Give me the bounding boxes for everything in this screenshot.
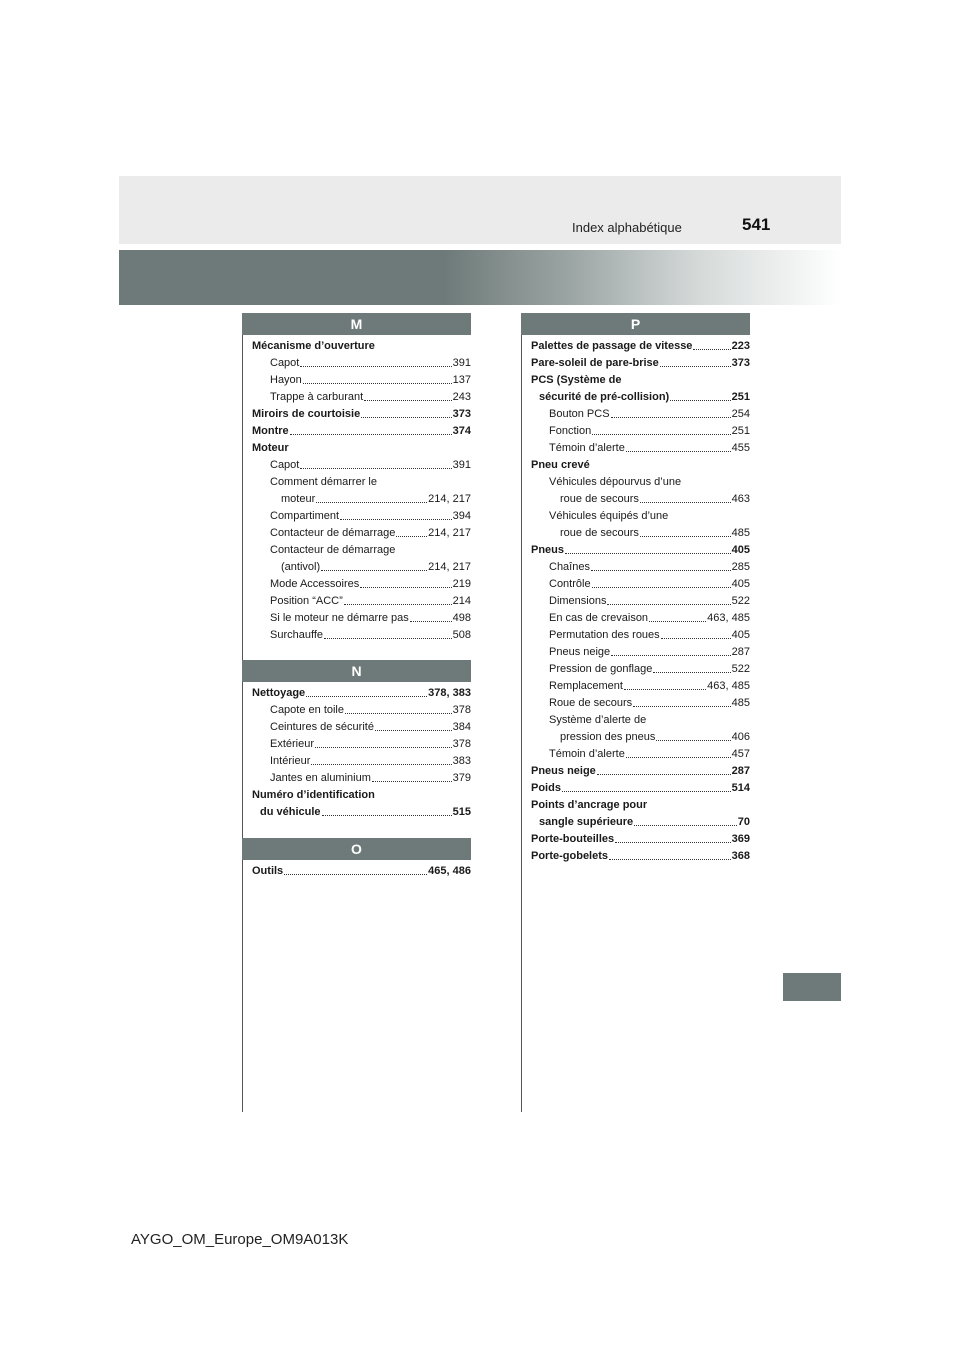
index-entry-page: 287	[731, 646, 750, 658]
index-entry-label: Capot	[270, 459, 300, 471]
index-entry-label: pression des pneus	[560, 731, 656, 743]
index-entry	[252, 734, 471, 751]
index-entry-page: 514	[731, 782, 750, 794]
index-entry	[531, 676, 750, 693]
dot-leader	[340, 519, 452, 520]
index-entry-label: Capote en toile	[270, 704, 344, 716]
index-entry-label: Véhicules dépourvus d’une	[549, 476, 682, 488]
index-entry-label: Porte-bouteilles	[531, 833, 615, 845]
dot-leader	[344, 604, 452, 605]
index-entry-page: 378	[452, 704, 471, 716]
footer-doc-code: AYGO_OM_Europe_OM9A013K	[131, 1231, 349, 1248]
dot-leader	[410, 621, 452, 622]
index-entry-label: Remplacement	[549, 680, 623, 692]
index-entry-label: Pneus	[531, 544, 565, 556]
index-entry	[252, 489, 471, 506]
index-entry-label: Capot	[270, 357, 300, 369]
index-entry-label: Mode Accessoires	[270, 578, 360, 590]
index-entry-page: 391	[452, 459, 471, 471]
dot-leader	[592, 434, 730, 435]
dot-leader	[649, 621, 706, 622]
index-entry-page: 379	[452, 772, 471, 784]
index-entry	[252, 404, 471, 421]
index-entry	[252, 768, 471, 785]
section-header-m: M	[242, 313, 471, 335]
index-entry-label: Roue de secours	[549, 697, 633, 709]
index-entry	[252, 421, 471, 438]
index-entry-page: 405	[731, 544, 750, 556]
dot-leader	[640, 502, 731, 503]
index-entry	[531, 370, 750, 387]
index-entry-label: du véhicule	[260, 806, 321, 818]
index-entry-label: Moteur	[252, 442, 289, 454]
index-entry	[531, 761, 750, 778]
index-entry	[252, 683, 471, 700]
index-entry-page: 463, 485	[707, 612, 750, 624]
index-entry-label: Compartiment	[270, 510, 340, 522]
index-entry	[252, 861, 471, 878]
index-entry-label: moteur	[281, 493, 316, 505]
index-entry-label: Nettoyage	[252, 687, 306, 699]
dot-leader	[364, 400, 451, 401]
dot-leader	[375, 730, 452, 731]
dot-leader	[660, 366, 731, 367]
index-entry	[531, 455, 750, 472]
index-entry-page: 214	[452, 595, 471, 607]
section-o-entries	[252, 861, 471, 878]
dot-leader	[360, 587, 451, 588]
index-entry-label: Mécanisme d’ouverture	[252, 340, 375, 352]
dot-leader	[361, 417, 451, 418]
index-entry-label: sangle supérieure	[539, 816, 634, 828]
dot-leader	[693, 349, 730, 350]
index-entry-page: 383	[452, 755, 471, 767]
index-entry	[531, 421, 750, 438]
index-entry-page: 243	[452, 391, 471, 403]
index-entry	[531, 778, 750, 795]
index-entry	[531, 795, 750, 812]
index-entry	[252, 802, 471, 819]
index-entry-page: 374	[452, 425, 471, 437]
dot-leader	[653, 672, 730, 673]
index-entry-label: sécurité de pré-collision)	[539, 391, 670, 403]
index-entry-page: 463, 485	[707, 680, 750, 692]
index-entry	[531, 336, 750, 353]
index-entry-label: Hayon	[270, 374, 302, 386]
dot-leader	[311, 764, 451, 765]
index-entry-page: 369	[731, 833, 750, 845]
index-entry-page: 214, 217	[428, 561, 471, 573]
header-title: Index alphabétique	[572, 220, 682, 235]
dot-leader	[324, 638, 452, 639]
section-m-entries	[252, 336, 471, 642]
index-entry-label: Poids	[531, 782, 561, 794]
index-entry-label: Pneu crevé	[531, 459, 590, 471]
index-entry-page: 522	[731, 595, 750, 607]
index-entry-label: Intérieur	[270, 755, 311, 767]
section-header-n: N	[242, 660, 471, 682]
dot-leader	[607, 604, 730, 605]
dot-leader	[609, 859, 731, 860]
index-entry-label: Numéro d’identification	[252, 789, 375, 801]
index-entry-page: 378	[452, 738, 471, 750]
index-entry-label: Bouton PCS	[549, 408, 610, 420]
index-entry	[252, 472, 471, 489]
dot-leader	[396, 536, 427, 537]
index-entry-page: 391	[452, 357, 471, 369]
chapter-side-tab	[783, 973, 841, 1001]
index-entry-label: (antivol)	[281, 561, 321, 573]
section-n-entries	[252, 683, 471, 819]
dot-leader	[591, 570, 731, 571]
section-header-p: P	[521, 313, 750, 335]
index-entry	[252, 625, 471, 642]
dot-leader	[634, 825, 737, 826]
index-entry	[531, 812, 750, 829]
index-entry-label: Contrôle	[549, 578, 591, 590]
index-entry-label: Contacteur de démarrage	[270, 527, 396, 539]
index-entry-label: Système d’alerte de	[549, 714, 647, 726]
index-entry-label: Pneus neige	[531, 765, 596, 777]
dot-leader	[300, 366, 451, 367]
dot-leader	[597, 774, 731, 775]
index-entry-page: 384	[452, 721, 471, 733]
index-entry-page: 463	[731, 493, 750, 505]
index-entry-label: Palettes de passage de vitesse	[531, 340, 693, 352]
index-entry-label: Dimensions	[549, 595, 607, 607]
index-entry-label: Outils	[252, 865, 284, 877]
index-entry	[252, 455, 471, 472]
index-entry-label: Trappe à carburant	[270, 391, 364, 403]
index-entry	[531, 540, 750, 557]
index-entry	[252, 700, 471, 717]
index-entry-label: roue de secours	[560, 493, 639, 505]
index-entry-page: 214, 217	[428, 493, 471, 505]
index-entry-page: 485	[731, 697, 750, 709]
dot-leader	[290, 434, 452, 435]
index-entry	[252, 523, 471, 540]
dot-leader	[300, 468, 451, 469]
dot-leader	[316, 502, 427, 503]
index-entry-page: 465, 486	[428, 865, 471, 877]
index-entry	[531, 625, 750, 642]
index-entry	[531, 591, 750, 608]
dot-leader	[321, 570, 427, 571]
index-entry-label: Extérieur	[270, 738, 315, 750]
index-entry-page: 522	[731, 663, 750, 675]
index-entry	[531, 693, 750, 710]
index-entry-page: 508	[452, 629, 471, 641]
index-entry-label: Points d’ancrage pour	[531, 799, 648, 811]
dot-leader	[615, 842, 731, 843]
index-entry-label: Fonction	[549, 425, 592, 437]
index-entry-label: Contacteur de démarrage	[270, 544, 396, 556]
index-entry	[252, 717, 471, 734]
index-entry-page: 406	[731, 731, 750, 743]
index-entry	[531, 574, 750, 591]
index-entry	[531, 489, 750, 506]
index-entry-label: Chaînes	[549, 561, 590, 573]
index-entry-page: 457	[731, 748, 750, 760]
dot-leader	[640, 536, 731, 537]
dot-leader	[656, 740, 730, 741]
index-entry	[531, 404, 750, 421]
dot-leader	[633, 706, 730, 707]
index-entry	[252, 336, 471, 353]
index-entry	[252, 785, 471, 802]
index-entry-label: Surchauffe	[270, 629, 324, 641]
index-entry-label: Pare-soleil de pare-brise	[531, 357, 659, 369]
dot-leader	[562, 791, 731, 792]
index-entry-page: 285	[731, 561, 750, 573]
index-entry-label: Véhicules équipés d’une	[549, 510, 669, 522]
index-entry-page: 254	[731, 408, 750, 420]
dot-leader	[284, 874, 427, 875]
index-entry-page: 251	[731, 425, 750, 437]
index-entry-page: 485	[731, 527, 750, 539]
index-entry	[531, 744, 750, 761]
index-entry-label: Porte-gobelets	[531, 850, 609, 862]
index-entry	[531, 523, 750, 540]
index-entry-page: 405	[731, 629, 750, 641]
index-entry-page: 373	[452, 408, 471, 420]
index-entry-label: Permutation des roues	[549, 629, 660, 641]
index-entry-page: 378, 383	[428, 687, 471, 699]
index-entry-label: Si le moteur ne démarre pas	[270, 612, 409, 624]
header-bar	[119, 176, 841, 244]
index-entry	[531, 829, 750, 846]
index-entry	[252, 370, 471, 387]
dot-leader	[565, 553, 731, 554]
index-entry	[252, 353, 471, 370]
index-entry-label: Pneus neige	[549, 646, 611, 658]
index-entry	[252, 438, 471, 455]
index-entry	[531, 659, 750, 676]
index-entry	[531, 387, 750, 404]
dot-leader	[303, 383, 452, 384]
dot-leader	[322, 815, 452, 816]
index-entry-label: Témoin d’alerte	[549, 748, 625, 760]
index-entry	[252, 608, 471, 625]
index-entry	[531, 846, 750, 863]
index-entry	[531, 506, 750, 523]
dot-leader	[670, 400, 730, 401]
index-entry	[252, 506, 471, 523]
left-column-rule	[242, 334, 243, 1112]
index-entry-page: 515	[452, 806, 471, 818]
index-entry-label: Jantes en aluminium	[270, 772, 371, 784]
dot-leader	[626, 757, 731, 758]
index-entry-page: 368	[731, 850, 750, 862]
index-entry-label: Comment démarrer le	[270, 476, 377, 488]
index-entry-label: Pression de gonflage	[549, 663, 653, 675]
index-entry	[252, 751, 471, 768]
index-entry	[531, 642, 750, 659]
index-entry	[252, 574, 471, 591]
index-entry	[531, 472, 750, 489]
index-entry	[252, 591, 471, 608]
index-entry-page: 251	[731, 391, 750, 403]
index-entry-page: 137	[452, 374, 471, 386]
dot-leader	[315, 747, 452, 748]
index-entry-page: 455	[731, 442, 750, 454]
index-entry-label: Position “ACC”	[270, 595, 343, 607]
index-entry-page: 223	[731, 340, 750, 352]
dot-leader	[611, 417, 731, 418]
index-entry	[531, 353, 750, 370]
index-entry-label: Montre	[252, 425, 289, 437]
dot-leader	[345, 713, 452, 714]
page-number: 541	[742, 215, 771, 234]
index-entry-page: 70	[737, 816, 750, 828]
index-entry	[531, 557, 750, 574]
section-p-entries	[531, 336, 750, 863]
index-entry	[252, 387, 471, 404]
index-entry	[531, 727, 750, 744]
index-entry-label: En cas de crevaison	[549, 612, 649, 624]
index-entry-page: 373	[731, 357, 750, 369]
section-header-o: O	[242, 838, 471, 860]
dot-leader	[624, 689, 706, 690]
index-entry-page: 394	[452, 510, 471, 522]
index-entry-page: 405	[731, 578, 750, 590]
dot-leader	[661, 638, 731, 639]
index-entry	[531, 438, 750, 455]
dot-leader	[592, 587, 731, 588]
index-entry-label: Miroirs de courtoisie	[252, 408, 361, 420]
index-entry-label: Témoin d’alerte	[549, 442, 625, 454]
dot-leader	[611, 655, 730, 656]
index-entry-page: 219	[452, 578, 471, 590]
index-entry-page: 498	[452, 612, 471, 624]
index-entry	[252, 540, 471, 557]
dot-leader	[626, 451, 731, 452]
dot-leader	[372, 781, 452, 782]
index-entry	[252, 557, 471, 574]
index-entry-label: Ceintures de sécurité	[270, 721, 374, 733]
index-entry-label: roue de secours	[560, 527, 639, 539]
dot-leader	[306, 696, 427, 697]
chapter-band	[119, 250, 841, 305]
index-entry-page: 287	[731, 765, 750, 777]
index-entry	[531, 710, 750, 727]
index-entry	[531, 608, 750, 625]
index-entry-label: PCS (Système de	[531, 374, 622, 386]
right-column-rule	[521, 334, 522, 1112]
index-entry-page: 214, 217	[428, 527, 471, 539]
